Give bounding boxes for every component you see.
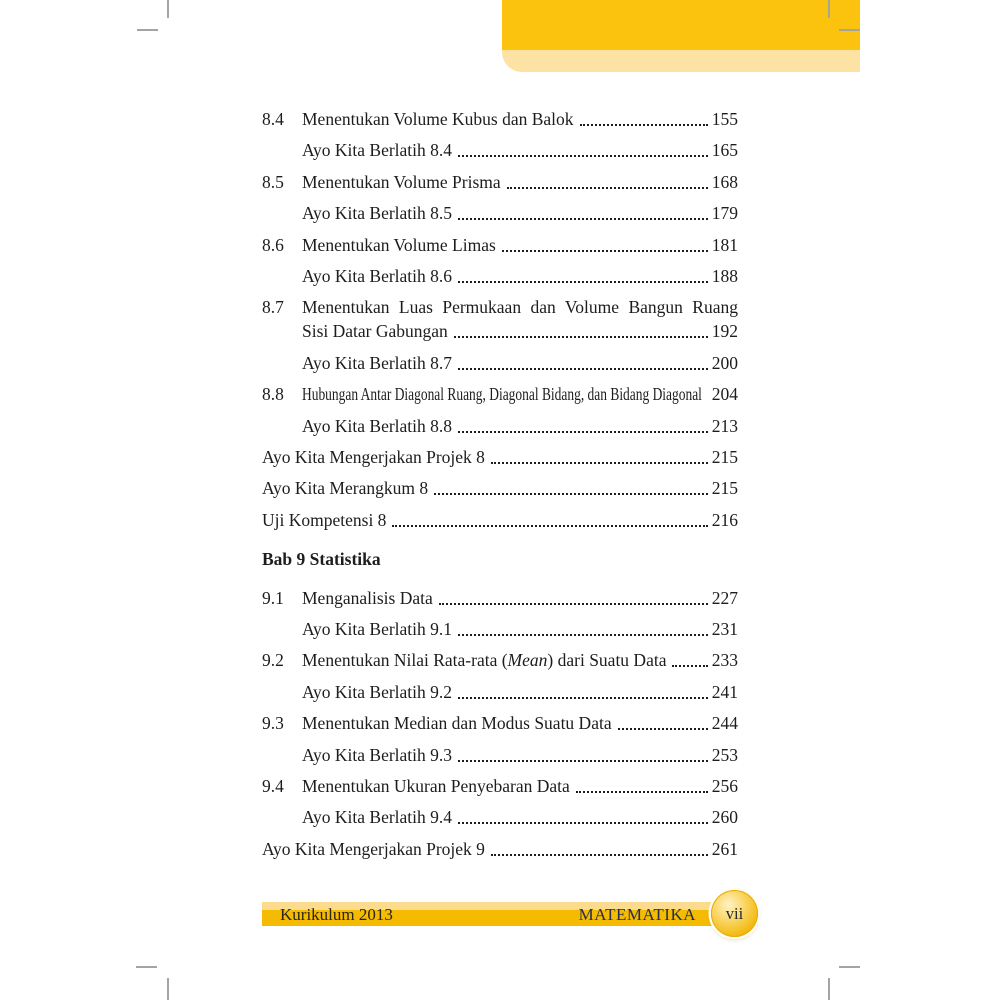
toc-entry — [302, 351, 738, 375]
footer-book-title: MATEMATIKA — [578, 905, 696, 924]
toc-entry-number: 8.6 — [262, 234, 284, 255]
dotted-leader — [491, 854, 708, 856]
toc-entry — [262, 586, 738, 610]
toc-entry-title: Ayo Kita Berlatih 8.8 — [302, 415, 453, 436]
toc-entry-number: 8.5 — [262, 171, 284, 192]
toc-entry-number: 9.2 — [262, 650, 284, 671]
toc-entry-title: Ayo Kita Berlatih 9.4 — [302, 807, 453, 828]
toc-entry-number: 8.8 — [262, 384, 284, 405]
toc-entry — [302, 201, 738, 225]
dotted-leader — [580, 124, 708, 126]
toc-entry — [262, 774, 738, 798]
toc-entry — [262, 711, 738, 735]
toc-entry-page: 213 — [711, 415, 738, 436]
toc-entry-page: 188 — [711, 265, 738, 286]
toc-entry-title: Hubungan Antar Diagonal Ruang, Diagonal Bidang, dan Bidang Diagonal — [302, 384, 702, 405]
toc-entry — [302, 680, 738, 704]
toc-entry-page: 227 — [711, 587, 738, 608]
dotted-leader — [458, 431, 708, 433]
dotted-leader — [672, 665, 707, 667]
dotted-leader — [618, 728, 708, 730]
dotted-leader — [458, 368, 708, 370]
toc-entry-title: Menentukan Volume Prisma — [302, 171, 501, 192]
toc-entry-title: Uji Kompetensi 8 — [262, 509, 387, 530]
toc-entry-title: Ayo Kita Mengerjakan Projek 9 — [262, 838, 485, 859]
toc-entry-page: 253 — [711, 744, 738, 765]
toc-entry-page: 231 — [711, 619, 738, 640]
dotted-leader — [458, 822, 708, 824]
toc-entry — [262, 648, 738, 672]
crop-mark — [137, 29, 158, 31]
toc-entry-title: Menentukan Volume Kubus dan Balok — [302, 109, 574, 129]
toc-entry — [262, 382, 738, 406]
toc-entry-title: Ayo Kita Berlatih 9.1 — [302, 619, 453, 640]
crop-mark — [167, 978, 169, 1000]
toc-entry-page: 168 — [711, 171, 738, 192]
toc-entry-page: 241 — [711, 681, 738, 702]
toc-entry-page: 260 — [711, 807, 738, 828]
toc-entry-title: Ayo Kita Berlatih 8.7 — [302, 352, 453, 373]
toc-entry — [262, 508, 738, 532]
crop-mark — [828, 978, 830, 1000]
toc-entry-title: Menentukan Volume Limas — [302, 234, 496, 255]
dotted-leader — [491, 462, 708, 464]
dotted-leader — [454, 336, 708, 338]
crop-mark — [136, 966, 157, 968]
toc-entry — [302, 264, 738, 288]
toc-entry-number: 9.1 — [262, 587, 284, 608]
toc-entry-page: 181 — [711, 234, 738, 255]
dotted-leader — [392, 525, 707, 527]
toc-entry-page: 200 — [711, 352, 738, 373]
toc-entry-title: Ayo Kita Berlatih 8.6 — [302, 265, 453, 286]
toc-entry-number: 8.4 — [262, 109, 284, 129]
toc-entry — [302, 617, 738, 641]
toc-entry-page: 165 — [711, 140, 738, 161]
toc-entry-title: Ayo Kita Merangkum 8 — [262, 478, 429, 499]
footer-curriculum-label: Kurikulum 2013 — [280, 905, 393, 924]
toc-entry-page: 233 — [711, 650, 738, 671]
toc-entry-page: 216 — [711, 509, 738, 530]
toc-entry — [262, 233, 738, 257]
header-banner-light — [502, 50, 860, 72]
title-text-pre: Menentukan Nilai Rata-rata ( — [302, 650, 508, 671]
crop-mark — [839, 966, 860, 968]
toc-entry-title-wrap — [302, 382, 712, 406]
dotted-leader — [458, 697, 708, 699]
toc-entry-title-line2-row — [302, 319, 738, 343]
toc-entry-title: Ayo Kita Berlatih 8.5 — [302, 203, 453, 224]
crop-mark — [167, 0, 169, 18]
page-number: vii — [725, 903, 744, 923]
dotted-leader — [507, 187, 708, 189]
title-text-post: ) dari Suatu Data — [547, 650, 667, 671]
dotted-leader — [458, 218, 708, 220]
dotted-leader — [458, 155, 708, 157]
toc-entry — [262, 170, 738, 194]
toc-entry-page: 261 — [711, 838, 738, 859]
toc-entry-title: Ayo Kita Berlatih 9.3 — [302, 744, 453, 765]
toc-entry-page: 179 — [711, 203, 738, 224]
toc-entry-title: Ayo Kita Berlatih 9.2 — [302, 681, 453, 702]
toc-entry-number: 9.3 — [262, 713, 284, 734]
toc-entry-page: 244 — [711, 713, 738, 734]
toc-entry-title — [302, 648, 666, 672]
page-number-badge — [711, 890, 758, 937]
crop-mark — [828, 0, 830, 18]
header-banner-dark — [502, 0, 860, 50]
title-text-italic: Mean — [507, 650, 548, 671]
dotted-leader — [434, 493, 708, 495]
dotted-leader — [502, 250, 708, 252]
toc-entry-title: Menentukan Ukuran Penyebaran Data — [302, 776, 570, 797]
toc-entry — [262, 837, 738, 861]
toc-entry-page: 155 — [711, 109, 738, 129]
crop-mark — [839, 29, 860, 31]
toc-entry-title: Menentukan Median dan Modus Suatu Data — [302, 713, 612, 734]
toc-entry-page: 204 — [711, 384, 738, 405]
toc-entry-title-line2: Sisi Datar Gabungan — [302, 321, 448, 342]
toc-entry — [302, 743, 738, 767]
dotted-leader — [439, 603, 708, 605]
chapter-heading: Bab 9 Statistika — [262, 548, 381, 569]
dotted-leader — [458, 760, 708, 762]
toc-entry-title: Ayo Kita Mengerjakan Projek 8 — [262, 446, 485, 467]
dotted-leader — [576, 791, 708, 793]
toc-entry — [262, 476, 738, 500]
toc-entry-title-line1: Menentukan Luas Permukaan dan Volume Bangun Ruang — [302, 297, 738, 318]
toc-entry-page: 215 — [711, 478, 738, 499]
toc-entry — [262, 107, 738, 131]
toc-entry-number: 9.4 — [262, 776, 284, 797]
toc-entry-page: 256 — [711, 776, 738, 797]
toc-entry — [302, 138, 738, 162]
footer-band — [262, 902, 758, 926]
toc-entry-page: 215 — [711, 446, 738, 467]
toc-entry-number: 8.7 — [262, 297, 284, 318]
toc-entry — [302, 805, 738, 829]
dotted-leader — [458, 634, 708, 636]
toc-entry-title: Menganalisis Data — [302, 587, 433, 608]
toc-entry-title: Ayo Kita Berlatih 8.4 — [302, 140, 453, 161]
dotted-leader — [458, 281, 708, 283]
toc — [262, 107, 738, 868]
toc-entry — [262, 445, 738, 469]
toc-entry-page: 192 — [711, 321, 738, 342]
toc-entry — [262, 295, 738, 343]
toc-entry — [302, 414, 738, 438]
toc-entry-title-block — [302, 295, 738, 343]
